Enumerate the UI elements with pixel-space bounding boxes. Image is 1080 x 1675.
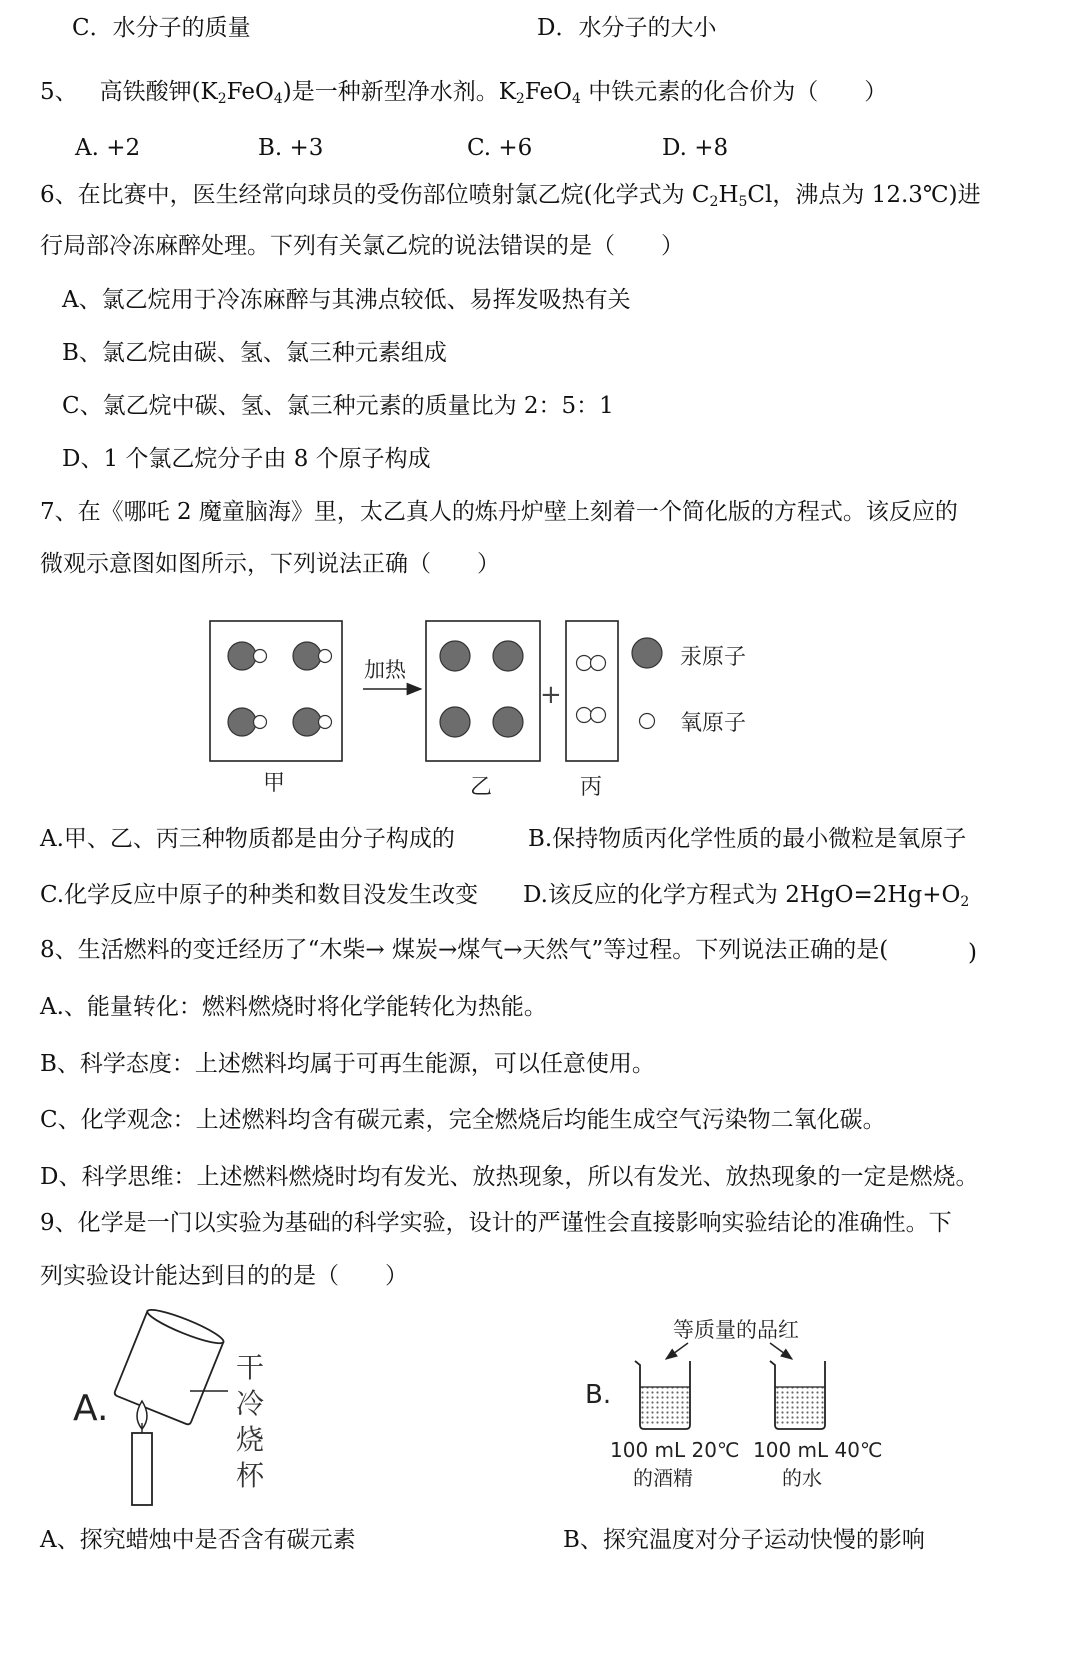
q6-option-a: A、氯乙烷用于冷冻麻醉与其沸点较低、易挥发吸热有关 [62, 287, 631, 313]
q5-text-4: FeO [524, 79, 572, 105]
dye-label: 等质量的品红 [673, 1318, 799, 1342]
o2-molecule [577, 656, 606, 671]
q5-sub-1: 2 [217, 91, 227, 107]
q6-sub-1: 2 [709, 194, 719, 210]
q6-text-3: Cl，沸点为 12.3℃)进 [747, 182, 981, 208]
q6-option-c: C、氯乙烷中碳、氢、氯三种元素的质量比为 2：5：1 [62, 393, 614, 419]
beaker-label-1: 干 [236, 1351, 265, 1384]
beaker-label-4: 杯 [236, 1459, 265, 1492]
o2-molecule [577, 708, 606, 723]
q7-option-c: C.化学反应中原子的种类和数目没发生改变 [40, 882, 479, 908]
q5-text-2: FeO [226, 79, 274, 105]
beaker-alcohol [635, 1361, 690, 1429]
label-yi: 乙 [470, 775, 493, 800]
q6-text-2: H [718, 182, 739, 208]
beaker-2-label-line2: 的水 [782, 1466, 822, 1490]
box-bing [566, 621, 618, 761]
q8-option-a: A.、能量转化：燃料燃烧时将化学能转化为热能。 [40, 994, 547, 1020]
box-yi [426, 621, 540, 761]
figure-b-letter: B. [585, 1380, 612, 1410]
hgo-molecule [293, 708, 332, 736]
q6-option-b: B、氯乙烷由碳、氢、氯三种元素组成 [62, 340, 447, 366]
q8-option-b: B、科学态度：上述燃料均属于可再生能源，可以任意使用。 [40, 1051, 655, 1077]
q9-figure-a [0, 1305, 300, 1520]
q8-stem-paren: ) [968, 940, 977, 966]
q8-stem: 8、生活燃料的变迁经历了“木柴→ 煤炭→煤气→天然气”等过程。下列说法正确的是( [40, 937, 889, 963]
figure-a-letter: A. [73, 1388, 109, 1429]
q5-option-a: A. +2 [75, 135, 141, 161]
box-jia [210, 621, 342, 761]
q5-text-5: 中铁元素的化合价为（ ） [580, 79, 888, 105]
q4-option-c: C．水分子的质量 [72, 15, 251, 41]
hg-atom [440, 707, 470, 737]
q6-stem-line2: 行局部冷冻麻醉处理。下列有关氯乙烷的说法错误的是（ ） [40, 233, 684, 259]
q8-option-d: D、科学思维：上述燃料燃烧时均有发光、放热现象，所以有发光、放热现象的一定是燃烧。 [40, 1164, 979, 1190]
q5-sub-4: 4 [572, 91, 581, 107]
q7-option-d-text: D.该反应的化学方程式为 2HgO=2Hg+O [523, 882, 961, 908]
q5-option-d: D. +8 [662, 135, 729, 161]
dye-arrow-left [666, 1343, 688, 1359]
q5-stem [40, 77, 887, 114]
legend-o-label: 氧原子 [680, 711, 747, 736]
hgo-molecule [228, 708, 267, 736]
beaker-1-label-line2: 的酒精 [633, 1466, 693, 1490]
q7-option-a: A.甲、乙、丙三种物质都是由分子构成的 [40, 826, 455, 852]
q7-option-d [523, 880, 969, 917]
hgo-molecule [293, 642, 332, 670]
q9-stem-line2: 列实验设计能达到目的的是（ ） [40, 1263, 408, 1289]
beaker-label-3: 烧 [236, 1423, 265, 1456]
q6-stem-line1 [40, 180, 981, 217]
q7-option-b: B.保持物质丙化学性质的最小微粒是氧原子 [528, 826, 967, 852]
q6-option-d: D、1 个氯乙烷分子由 8 个原子构成 [62, 446, 431, 472]
label-bing: 丙 [580, 775, 603, 800]
q5-sub-3: 2 [515, 91, 525, 107]
q5-option-c: C. +6 [467, 135, 533, 161]
q6-sub-2: 5 [738, 194, 748, 210]
q7-reaction-diagram [0, 600, 1080, 810]
plus-sign: + [540, 680, 562, 710]
q5-text-3: )是一种新型净水剂。K [282, 79, 516, 105]
q4-option-d: D．水分子的大小 [537, 15, 717, 41]
q9-stem-line1: 9、化学是一门以实验为基础的科学实验，设计的严谨性会直接影响实验结论的准确性。下 [40, 1210, 952, 1236]
q8-option-c: C、化学观念：上述燃料均含有碳元素，完全燃烧后均能生成空气污染物二氧化碳。 [40, 1107, 886, 1133]
q7-stem-line1: 7、在《哪吒 2 魔童脑海》里，太乙真人的炼丹炉壁上刻着一个简化版的方程式。该反应的 [40, 499, 958, 525]
hg-atom [493, 707, 523, 737]
beaker-1-label-line1: 100 mL 20℃ [610, 1438, 740, 1462]
legend-hg-label: 汞原子 [680, 645, 747, 670]
hg-atom [440, 641, 470, 671]
q5-number: 5、 [40, 79, 78, 105]
beaker-label-2: 冷 [236, 1387, 265, 1420]
hg-atom [493, 641, 523, 671]
candle-body [132, 1433, 152, 1505]
legend-o-atom [640, 714, 655, 729]
q9-option-a: A、探究蜡烛中是否含有碳元素 [40, 1527, 356, 1553]
q5-sub-2: 4 [273, 91, 283, 107]
arrow-label: 加热 [364, 658, 406, 682]
q9-option-b: B、探究温度对分子运动快慢的影响 [563, 1527, 925, 1553]
q5-text-1: 高铁酸钾(K [99, 79, 218, 105]
dye-arrow-right [770, 1343, 792, 1359]
q9-figure-b [560, 1305, 900, 1500]
hgo-molecule [228, 642, 267, 670]
beaker-2-label-line1: 100 mL 40℃ [753, 1438, 883, 1462]
q6-text-1: 6、在比赛中，医生经常向球员的受伤部位喷射氯乙烷(化学式为 C [40, 182, 710, 208]
q7-stem-line2: 微观示意图如图所示，下列说法正确（ ） [40, 551, 500, 577]
q5-option-b: B. +3 [258, 135, 324, 161]
label-jia: 甲 [263, 771, 286, 796]
beaker-water [770, 1361, 825, 1429]
legend-hg-atom [632, 638, 662, 668]
tilted-beaker [114, 1305, 226, 1425]
q7-option-d-sub: 2 [960, 894, 970, 910]
